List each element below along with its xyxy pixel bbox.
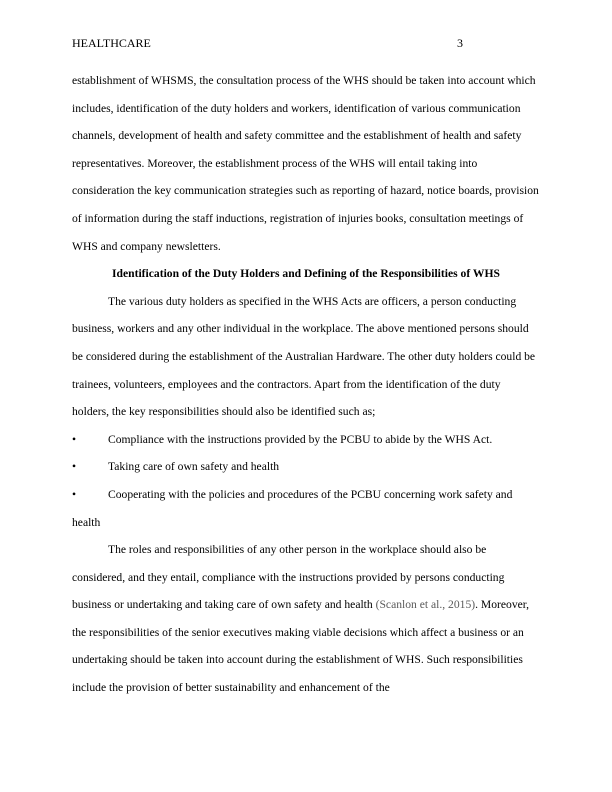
- bullet-icon: •: [72, 487, 77, 501]
- paragraph-3: [72, 536, 540, 702]
- list-item: [72, 453, 540, 481]
- paragraph-1: establishment of WHSMS, the consultation process of the WHS should be taken into account which includes, identification of the duty holders and workers, identification of various communication channels, development of health and safety committee and the establishment of health and safety representatives. Moreover, the establishment process of the WHS will entail taking into consideration the key communication strategies such as reporting of hazard, notice boards, provision of information during the staff inductions, registration of injuries books, consultation meetings of WHS and company newsletters.: [72, 74, 539, 253]
- bullet-icon: •: [72, 460, 77, 474]
- list-item-text: Cooperating with the policies and procedures of the PCBU concerning work safety and health: [72, 487, 513, 529]
- document-body: [72, 67, 540, 702]
- paragraph-2: The various duty holders as specified in the WHS Acts are officers, a person conducting business, workers and any other individual in the workplace. The above mentioned persons should be considered during the establishment of the Australian Hardware. The other duty holders could be trainees, volunteers, employees and the contractors. Apart from the identification of the duty holders, the key responsibilities should also be identified such as;: [72, 294, 536, 419]
- running-head: HEALTHCARE: [72, 36, 151, 50]
- page-number: 3: [457, 36, 463, 50]
- list-item: [72, 426, 540, 454]
- paragraph-3-text-end: . Moreover, the responsibilities of the senior executives making viable decisions which affect a business or an undertaking should be taken into account during the establishment of WHS. Such responsibilities include the provision of better sustainability and enhancement of the: [72, 598, 530, 695]
- page-header: [72, 36, 540, 52]
- bullet-icon: •: [72, 432, 77, 446]
- citation-link[interactable]: (Scanlon et al., 2015): [375, 598, 476, 612]
- paragraph-3-text-start: The roles and responsibilities of any other person in the workplace should also be considered, and they entail, compliance with the instructions provided by persons conducting business or undertaking and taking care of own safety and health: [72, 543, 505, 612]
- list-item-text: Compliance with the instructions provided by the PCBU to abide by the WHS Act.: [108, 432, 493, 446]
- list-item: [72, 481, 540, 536]
- section-heading: Identification of the Duty Holders and Defining of the Responsibilities of WHS: [112, 267, 500, 281]
- list-item-text: Taking care of own safety and health: [108, 460, 280, 474]
- responsibilities-list: [72, 426, 540, 536]
